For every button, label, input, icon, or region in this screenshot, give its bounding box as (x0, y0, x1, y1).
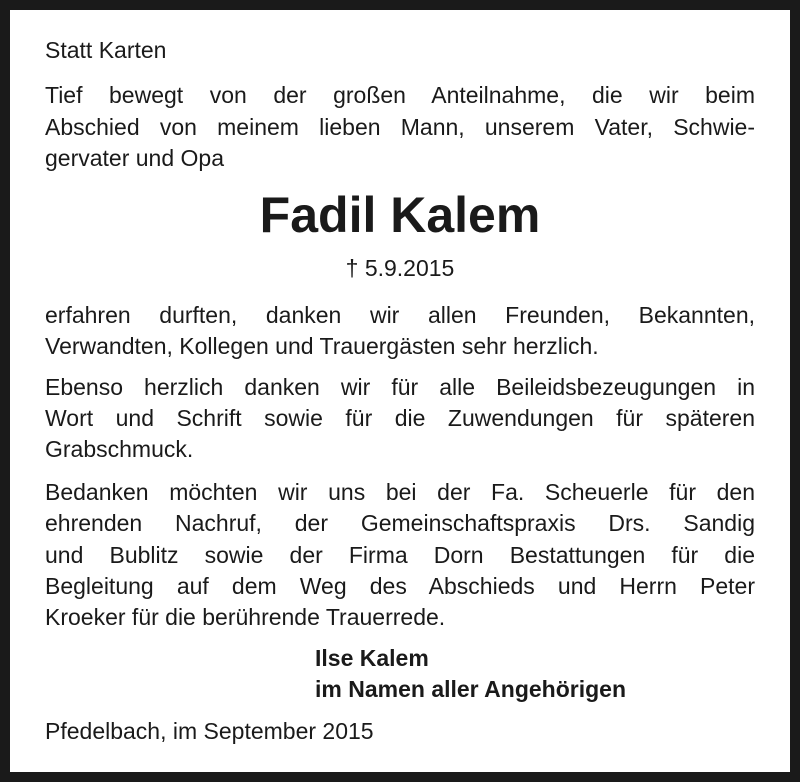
paragraph-line: Kroeker für die berührende Trauerrede. (45, 604, 446, 630)
paragraph-line: Begleitung auf dem Weg des Abschieds und Herrn Peter (45, 573, 755, 599)
intro-line: Abschied von meinem lieben Mann, unserem Vater, Schwie- (45, 114, 755, 140)
paragraph-line: erfahren durften, danken wir allen Freunden, Bekannten, (45, 302, 755, 328)
signature-family: im Namen aller Angehörigen (315, 676, 626, 702)
obituary-notice (10, 10, 790, 772)
paragraph-line: Bedanken möchten wir uns bei der Fa. Scheuerle für den (45, 479, 755, 505)
intro-line: gervater und Opa (45, 145, 225, 171)
signature-name: Ilse Kalem (315, 645, 429, 671)
deceased-name: Fadil Kalem (259, 187, 541, 243)
paragraph-line: Verwandten, Kollegen und Trauergästen sehr herzlich. (45, 333, 599, 359)
intro-line: Tief bewegt von der großen Anteilnahme, die wir beim (45, 82, 755, 108)
paragraph-line: Ebenso herzlich danken wir für alle Beileidsbezeugungen in (45, 374, 755, 400)
paragraph-line: Grabschmuck. (45, 436, 194, 462)
death-date: † 5.9.2015 (345, 255, 455, 281)
paragraph-line: ehrenden Nachruf, der Gemeinschaftspraxis Drs. Sandig (45, 510, 755, 536)
paragraph-line: und Bublitz sowie der Firma Dorn Bestattungen für die (45, 542, 755, 568)
place-date: Pfedelbach, im September 2015 (45, 718, 374, 744)
header-text: Statt Karten (45, 37, 167, 63)
paragraph-line: Wort und Schrift sowie für die Zuwendungen für späteren (45, 405, 755, 431)
